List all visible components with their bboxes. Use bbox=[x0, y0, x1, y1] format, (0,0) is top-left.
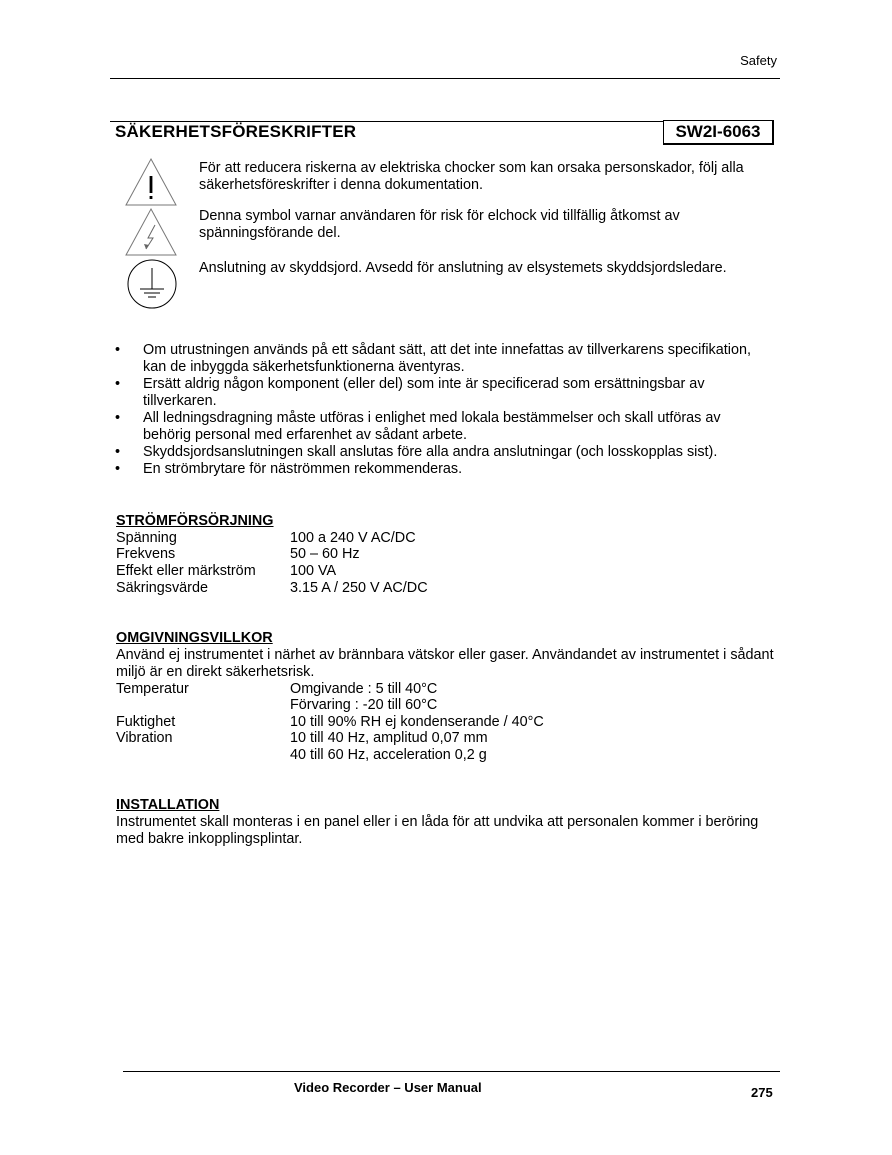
protective-earth-icon bbox=[124, 259, 180, 309]
power-value: 100 a 240 V AC/DC bbox=[290, 530, 416, 546]
power-heading: STRÖMFÖRSÖRJNING bbox=[116, 513, 274, 529]
power-value: 3.15 A / 250 V AC/DC bbox=[290, 580, 428, 596]
footer-title: Video Recorder – User Manual bbox=[294, 1080, 482, 1095]
environment-value: 10 till 40 Hz, amplitud 0,07 mm bbox=[290, 730, 488, 746]
document-code-box bbox=[663, 120, 774, 145]
footer-rule bbox=[123, 1071, 780, 1072]
environment-value: Förvaring : -20 till 60°C bbox=[290, 697, 438, 713]
header-rule bbox=[110, 78, 780, 79]
page-title: SÄKERHETSFÖRESKRIFTER bbox=[115, 122, 357, 141]
environment-text: Använd ej instrumentet i närhet av brännbara vätskor eller gaser. Användandet av instrumentet i sådant miljö är en direkt säkerhetsrisk. bbox=[116, 647, 774, 680]
page-number: 275 bbox=[751, 1085, 773, 1100]
environment-value: 10 till 90% RH ej kondenserande / 40°C bbox=[290, 714, 544, 730]
environment-value: Omgivande : 5 till 40°C bbox=[290, 681, 438, 697]
symbol-text-shock: Denna symbol varnar användaren för risk för elchock vid tillfällig åtkomst av spänningsförande del. bbox=[199, 208, 680, 241]
list-item: • Om utrustningen används på ett sådant sätt, att det inte innefattas av tillverkarens specifikation, kan de inbyggda säkerhetsfunktionerna äventyras. bbox=[112, 342, 772, 376]
power-value: 100 VA bbox=[290, 563, 337, 579]
environment-key: Fuktighet bbox=[116, 714, 176, 730]
document-code: SW2I-6063 bbox=[675, 122, 761, 141]
list-item: • En strömbrytare för näströmmen rekommenderas. bbox=[112, 461, 772, 478]
header-section-label: Safety bbox=[740, 53, 777, 68]
power-key: Spänning bbox=[116, 530, 177, 546]
power-value: 50 – 60 Hz bbox=[290, 546, 360, 562]
symbol-text-earth: Anslutning av skyddsjord. Avsedd för anslutning av elsystemets skyddsjordsledare. bbox=[199, 260, 727, 276]
safety-bullet-list bbox=[112, 342, 772, 478]
list-item: • Skyddsjordsanslutningen skall anslutas före alla andra anslutningar (och losskopplas sist). bbox=[112, 444, 772, 461]
power-key: Effekt eller märkström bbox=[116, 563, 256, 579]
installation-text: Instrumentet skall monteras i en panel eller i en låda för att undvika att personalen kommer i beröring med bakre inkopplingsplintar. bbox=[116, 814, 759, 847]
electric-shock-triangle-icon bbox=[124, 207, 178, 257]
environment-heading: OMGIVNINGSVILLKOR bbox=[116, 630, 273, 646]
list-item: • Ersätt aldrig någon komponent (eller del) som inte är specificerad som ersättningsbar av tillverkaren. bbox=[112, 376, 772, 410]
installation-heading: INSTALLATION bbox=[116, 797, 220, 813]
warning-triangle-icon bbox=[124, 157, 178, 207]
environment-key: Vibration bbox=[116, 730, 173, 746]
environment-key: Temperatur bbox=[116, 681, 189, 697]
symbol-text-warning: För att reducera riskerna av elektriska chocker som kan orsaka personskador, följ alla säkerhetsföreskrifter i denna dokumentation. bbox=[199, 160, 744, 193]
environment-value: 40 till 60 Hz, acceleration 0,2 g bbox=[290, 747, 487, 763]
power-key: Frekvens bbox=[116, 546, 176, 562]
list-item: • All ledningsdragning måste utföras i enlighet med lokala bestämmelser och skall utföras av behörig personal med erfarenhet av sådant arbete. bbox=[112, 410, 772, 444]
power-key: Säkringsvärde bbox=[116, 580, 208, 596]
